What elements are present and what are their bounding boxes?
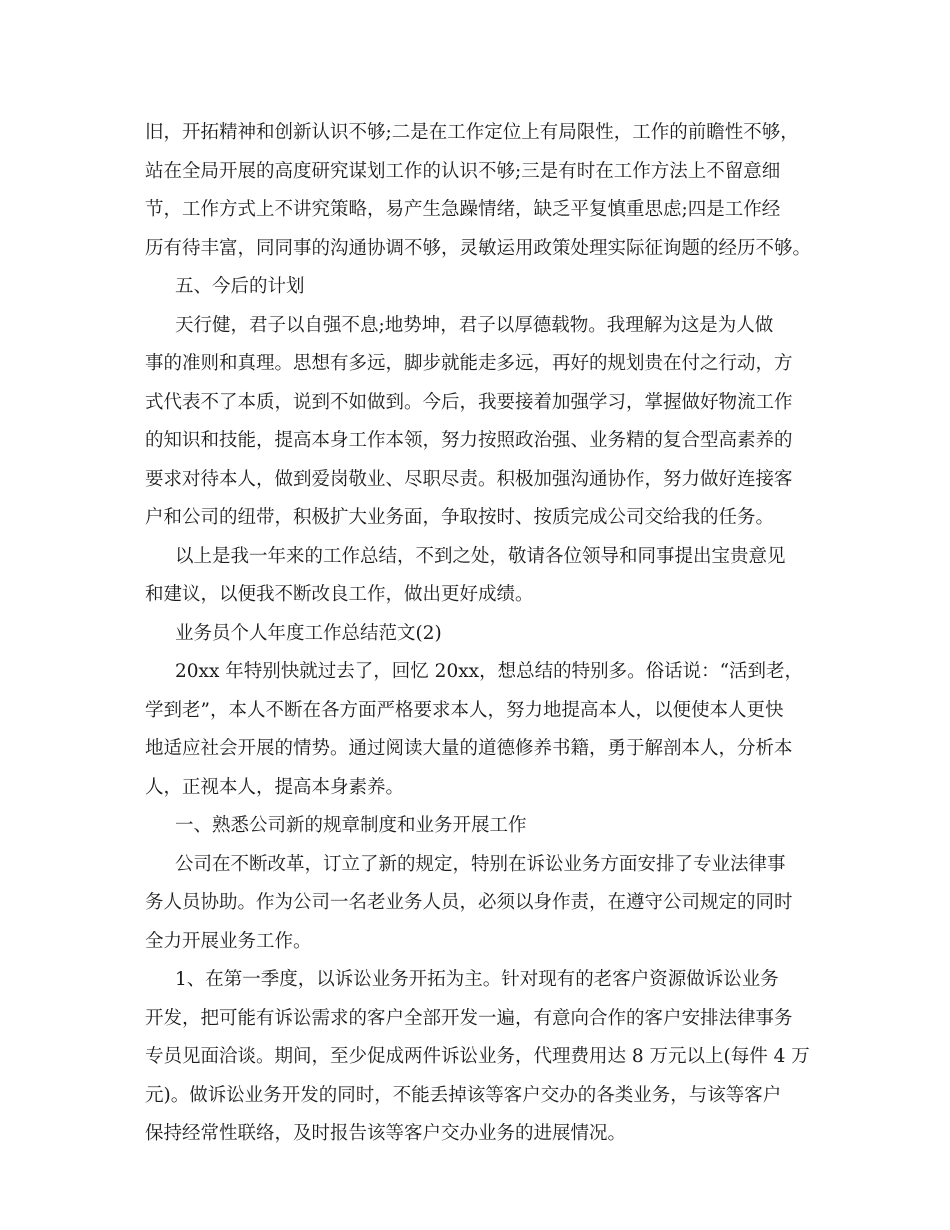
- text-line: 人，正视本人，提高本身素养。: [145, 776, 405, 798]
- document-page: [145, 114, 815, 1154]
- text-line: 元)。做诉讼业务开发的同时，不能丢掉该等客户交办的各类业务，与该等客户: [145, 1084, 782, 1106]
- text-line: 专员见面洽谈。期间，至少促成两件诉讼业务，代理费用达 8 万元以上(每件 4 万: [145, 1046, 810, 1067]
- text-line: 事的准则和真理。思想有多远，脚步就能走多远，再好的规划贵在付之行动，方: [145, 353, 793, 374]
- text-line: 要求对待本人，做到爱岗敬业、尽职尽责。积极加强沟通协作，努力做好连接客: [145, 468, 793, 490]
- text-line: 公司在不断改革，订立了新的规定，特别在诉讼业务方面安排了专业法律事: [175, 853, 786, 875]
- text-line: 以上是我一年来的工作总结，不到之处，敬请各位领导和同事提出宝贵意见: [175, 545, 786, 567]
- text-line: 开发，把可能有诉讼需求的客户全部开发一遍，有意向合作的客户安排法律事务: [145, 1007, 793, 1029]
- text-line: 务人员协助。作为公司一名老业务人员，必须以身作责，在遵守公司规定的同时: [145, 892, 793, 913]
- text-line: 旧，开拓精神和创新认识不够;二是在工作定位上有局限性，工作的前瞻性不够，: [145, 122, 799, 143]
- text-line: 户和公司的纽带，积极扩大业务面，争取按时、按质完成公司交给我的任务。: [145, 507, 775, 528]
- text-line: 式代表不了本质，说到不如做到。今后，我要接着加强学习，掌握做好物流工作: [145, 391, 793, 413]
- text-line: 地适应社会开展的情势。通过阅读大量的道德修养书籍，勇于解剖本人，分析本: [145, 738, 793, 759]
- text-line: 学到老”，本人不断在各方面严格要求本人，努力地提高本人，以便使本人更快: [145, 699, 784, 721]
- text-line: 1、在第一季度，以诉讼业务开拓为主。针对现有的老客户资源做诉讼业务: [175, 969, 779, 990]
- text-line: 历有待丰富，同同事的沟通协调不够，灵敏运用政策处理实际征询题的经历不够。: [145, 237, 812, 259]
- text-line: 天行健，君子以自强不息;地势坤，君子以厚德载物。我理解为这是为人做: [175, 314, 774, 336]
- text-line: 全力开展业务工作。: [145, 930, 312, 952]
- text-line: 站在全局开展的高度研究谋划工作的认识不够;三是有时在工作方法上不留意细: [145, 160, 781, 182]
- section-heading: 一、熟悉公司新的规章制度和业务开展工作: [175, 815, 527, 836]
- text-line: 20xx 年特别快就过去了，回忆 20xx，想总结的特别多。俗话说：“活到老，: [175, 661, 804, 682]
- document-subtitle: 业务员个人年度工作总结范文(2): [175, 622, 442, 644]
- text-line: 的知识和技能，提高本身工作本领，努力按照政治强、业务精的复合型高素养的: [145, 430, 793, 451]
- section-heading: 五、今后的计划: [175, 276, 305, 297]
- text-line: 和建议，以便我不断改良工作，做出更好成绩。: [145, 584, 534, 605]
- text-line: 保持经常性联络，及时报告该等客户交办业务的进展情况。: [145, 1123, 627, 1144]
- text-line: 节，工作方式上不讲究策略，易产生急躁情绪，缺乏平复慎重思虑;四是工作经: [145, 199, 781, 220]
